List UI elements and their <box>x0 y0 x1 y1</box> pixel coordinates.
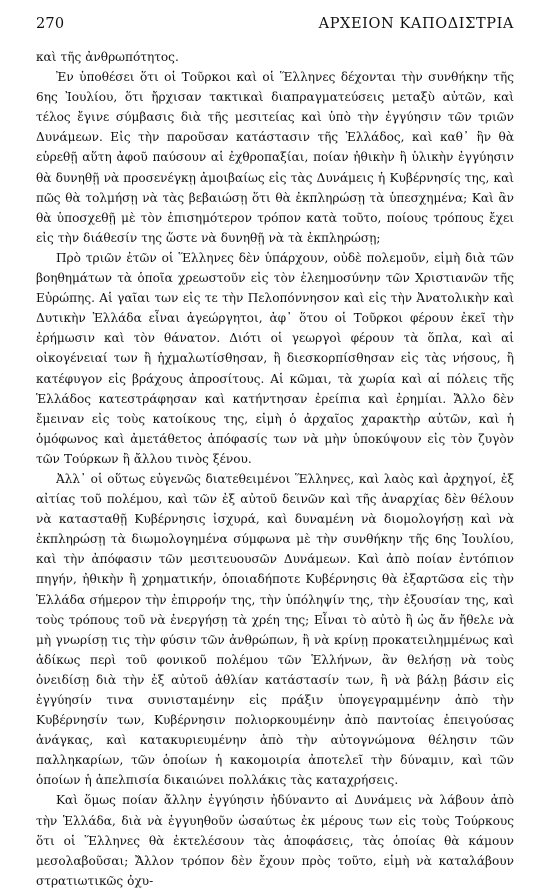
page-number: 270 <box>36 16 65 32</box>
paragraph: Καὶ ὅμως ποίαν ἄλλην ἐγγύησιν ἠδύναντο αἱ Δυνάμεις νὰ λάβουν ἀπὸ τὴν Ἑλλάδα, διὰ νὰ ἐγγυηθοῦν ὡσαύτως ἐκ μέρους των εἰς τοὺς Τούρκους ὅτι οἱ Ἕλληνες θὰ ἐκτελέσουν τὰς ἀποφάσεις, τὰς ὁποίας θὰ κάμουν μεσολαβοῦσαι; Ἄλλον τρόπον δὲν ἔχουν πρὸς τοῦτο, εἰμὴ νὰ καταλάβουν στρατιωτικῶς ὀχυ- <box>36 793 514 888</box>
book-page <box>36 14 514 891</box>
paragraph-continuation: καὶ τῆς ἀνθρωπότητος. <box>36 50 179 64</box>
page-header <box>36 14 514 36</box>
paragraph: Πρὸ τριῶν ἐτῶν οἱ Ἕλληνες δὲν ὑπάρχουν, οὐδὲ πολεμοῦν, εἰμὴ διὰ τῶν βοηθημάτων τὰ ὁποῖα χρεωστοῦν εἰς τὸν ἐλεημοσύνην τῶν Χριστιανῶν τῆς Εὐρώπης. Αἱ γαῖαι των εἰς τε τὴν Πελοπόννησον καὶ εἰς τὴν Ἀνατολικὴν καὶ Δυτικὴν Ἑλλάδα εἶναι ἀγεώργητοι, ἀφ᾽ ὅτου οἱ Τοῦρκοι φέρουν ἐκεῖ τὴν ἐρήμωσιν καὶ τὸν θάνατον. Διότι οἱ γεωργοὶ φέρουν τὰ ὅπλα, καὶ αἱ οἰκογένειαί των ἢ ἠχμαλωτίσθησαν, ἢ διεσκορπίσθησαν εἰς τὰς νήσους, ἢ κατέφυγον εἰς βράχους ἀπροσίτους. Αἱ κῶμαι, τὰ χωρία καὶ αἱ πόλεις τῆς Ἑλλάδος κατεστράφησαν καὶ κατήντησαν ἐρείπια καὶ ἐρημίαι. Ἄλλο δὲν ἔμειναν εἰς τοὺς κατοίκους της, εἰμὴ ὁ ἀρχαῖος χαρακτὴρ αὐτῶν, καὶ ἡ ὁμόφωνος καὶ ἀμετάθετος ἀπόφασίς των νὰ μὴν ὑποκύψουν εἰς τὸν ζυγὸν τῶν Τούρκων ἢ ἄλλου τινὸς ξένου. <box>36 250 514 466</box>
page-body <box>36 47 514 891</box>
running-title: ΑΡΧΕΙΟΝ ΚΑΠΟΔΙΣΤΡΙΑ <box>318 16 514 32</box>
paragraph: Ἀλλ᾽ οἱ οὕτως εὐγενῶς διατεθειμένοι Ἕλληνες, καὶ λαὸς καὶ ἀρχηγοί, ἐξ αἰτίας τοῦ πολέμου, καὶ τῶν ἐξ αὐτοῦ δεινῶν καὶ τῆς ἀναρχίας δὲν θέλουν νὰ κατασταθῇ Κυβέρνησις ἰσχυρά, καὶ δυναμένη νὰ διομολογήσῃ καὶ νὰ ἐκπληρώσῃ τὰ διωμολογημένα σύμφωνα μὲ τὴν συνθήκην τῆς 6ης Ἰουλίου, καὶ τὴν ἀπόφασιν τῶν μεσιτευουσῶν Δυνάμεων. Καὶ ἀπὸ ποίαν ἐντόπιον πηγήν, ἠθικὴν ἢ χρηματικήν, ὁποιαδήποτε Κυβέρνησις θὰ ἐξαρτῶσα εἰς τὴν Ἑλλάδα σήμερον τὴν ἐπιρροήν της, τὴν ὑπόληψίν της, τὴν ἐξουσίαν της, καὶ τοὺς τρόπους τοῦ νὰ ἐνεργήσῃ τὰ χρέη της; Εἶναι τὸ αὐτὸ ἢ ὡς ἄν ἤθελε νὰ μὴ γνωρίσῃ τις τὴν φύσιν τῶν ἀνθρώπων, ἢ νὰ κρίνῃ προκατειλημμένως καὶ ἀδίκως περὶ τοῦ φονικοῦ πολέμου τῶν Ἑλλήνων, ἂν θελήσῃ νὰ τοὺς ὀνειδίσῃ διὰ τὴν ἐξ αὐτοῦ ἀθλίαν κατάστασίν των, ἢ νὰ βάλῃ βάσιν εἰς ἐγγύησίν τινα συνισταμένην εἰς πράξιν ὑπογεγραμμένην ἀπὸ τὴν Κυβέρνησίν των, Κυβέρνησιν πολιορκουμένην ἀπὸ παντοίας ἐπειγούσας ἀνάγκας, καὶ κατακυριευμένην ἀπὸ τὴν αὐτογνώμονα θέλησιν τῶν παλληκαρίων, τῶν ὁποίων ἡ κακομοιρία ἀποτελεῖ τὴν δύναμιν, καὶ τῶν ὁποίων ἡ ἀπελπισία δικαιώνει πολλάκις τὰς καταχρήσεις. <box>36 471 514 788</box>
paragraph: Ἐν ὑποθέσει ὅτι οἱ Τοῦρκοι καὶ οἱ Ἕλληνες δέχονται τὴν συνθήκην τῆς 6ης Ἰουλίου, ὅτι ἤρχισαν τακτικαὶ διαπραγματεύσεις μεταξὺ αὐτῶν, καὶ τέλος ἔγινε σύμβασις διὰ τῆς μεσιτείας καὶ ὑπὸ τὴν ἐγγύησιν τῶν τριῶν Δυνάμεων. Εἰς τὴν παροῦσαν κατάστασιν τῆς Ἑλλάδος, καὶ καθ᾽ ἣν θὰ εὑρεθῇ αὕτη ἀφοῦ παύσουν αἱ ἐχθροπαξίαι, ποίαν ἠθικὴν ἢ ὑλικὴν ἐγγύησιν θὰ δυνηθῇ νὰ προσενέγκῃ ἀμοιβαίως εἰς τὰς Δυνάμεις ἡ Κυβέρνησίς της, καὶ πῶς θὰ τολμήσῃ νὰ τὰς βεβαιώσῃ ὅτι θὰ ἐκπληρώσῃ τὰ ὑπεσχημένα; Καὶ ἂν θὰ ὑποσχεθῇ μὲ τὸν ἐπισημότερον τρόπον κατὰ τοῦτο, ποίους τρόπους ἔχει εἰς τὴν διάθεσίν της ὥστε νὰ δυνηθῇ νὰ τὰ ἐκπληρώσῃ; <box>36 70 514 245</box>
